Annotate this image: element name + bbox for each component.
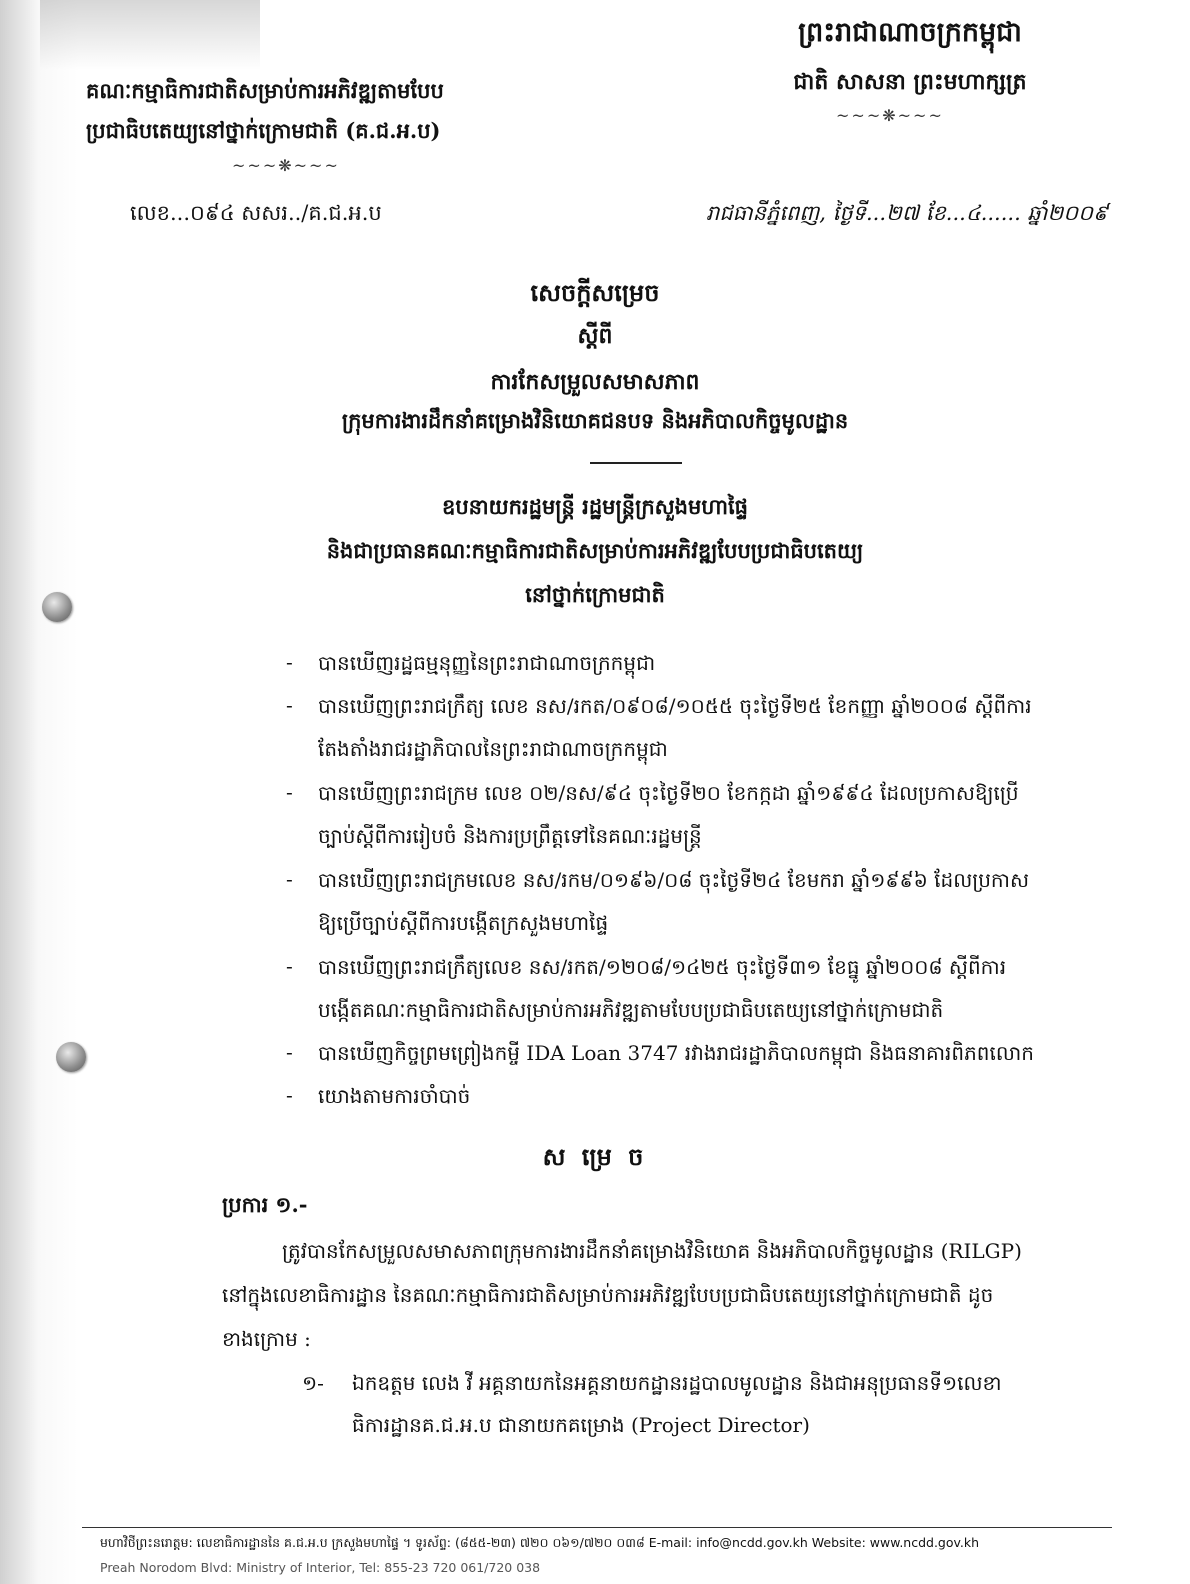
reference-number: លេខ...០៩៤ សសរ../គ.ជ.អ.ប: [130, 201, 382, 225]
footer-contact: មហាវិថីព្រះនរោត្តម: លេខាធិការដ្ឋាននៃ គ.ជ.អ.ប ក្រសួងមហាផ្ទៃ ។ ទូរស័ព្ទ: (៨៥៥-២៣) ៧២០ ០៦១/៧២០ ០៣៨ E-mail: info@ncdd.gov.kh Website: www.ncdd.gov.kh: [100, 1535, 980, 1550]
footer-contact-en: Preah Norodom Blvd: Ministry of Interior, Tel: 855-23 720 061/720 038: [100, 1560, 541, 1575]
committee-name-line1: គណៈកម្មាធិការជាតិសម្រាប់ការអភិវឌ្ឍតាមបែប: [86, 78, 444, 103]
article-1-heading: ប្រការ ១.-: [222, 1192, 308, 1217]
preamble-item: បានឃើញរដ្ឋធម្មនុញ្ញនៃព្រះរាជាណាចក្រកម្ពុជា: [318, 651, 656, 675]
preamble-item: បានឃើញព្រះរាជក្រម លេខ ០២/នស/៩៤ ចុះថ្ងៃទី២០ ខែកក្កដា ឆ្នាំ១៩៩៤ ដែលប្រកាសឱ្យប្រើ: [318, 781, 1019, 805]
authority-line1: ឧបនាយករដ្ឋមន្ត្រី រដ្ឋមន្ត្រីក្រសួងមហាផ្ទៃ: [441, 494, 748, 519]
preamble-item: បានឃើញព្រះរាជក្រឹត្យ លេខ នស/រកត/០៩០៨/១០៥៥ ចុះថ្ងៃទី២៥ ខែកញ្ញា ឆ្នាំ២០០៨ ស្តីពីការ: [318, 694, 1032, 718]
footer-divider: [82, 1527, 1112, 1528]
kingdom-title: ព្រះរាជាណាចក្រកម្ពុជា: [798, 17, 1022, 48]
article-1-paragraph-end: ខាងក្រោម :: [222, 1327, 311, 1351]
member-item-cont: ធិការដ្ឋានគ.ជ.អ.ប ជានាយកគម្រោង (Project Director): [352, 1413, 810, 1437]
scan-shadow-top: [40, 0, 260, 70]
decision-heading: ស ម្រេ ច: [542, 1142, 648, 1171]
punch-hole-bottom: [56, 1042, 86, 1072]
preamble-item: បានឃើញព្រះរាជក្រឹត្យលេខ នស/រកត/១២០៨/១៤២៥ ចុះថ្ងៃទី៣១ ខែធ្នូ ឆ្នាំ២០០៨ ស្តីពីការ: [318, 955, 1007, 979]
ornament-left: ~~~❋~~~: [232, 156, 340, 175]
title-divider: [590, 462, 682, 464]
ornament-right: ~~~❋~~~: [836, 106, 944, 125]
preamble-item-cont: ឱ្យប្រើច្បាប់ស្តីពីការបង្កើតក្រសួងមហាផ្ទៃ: [318, 911, 609, 935]
authority-line2: និងជាប្រធានគណៈកម្មាធិការជាតិសម្រាប់ការអភិវឌ្ឍបែបប្រជាធិបតេយ្យ: [326, 538, 864, 563]
national-motto: ជាតិ សាសនា ព្រះមហាក្សត្រ: [793, 69, 1027, 95]
authority-line3: នៅថ្នាក់ក្រោមជាតិ: [525, 582, 665, 607]
preamble-item: បានឃើញកិច្ចព្រមព្រៀងកម្ចី IDA Loan 3747 រវាងរាជរដ្ឋាភិបាលកម្ពុជា និងធនាគារពិភពលោក: [318, 1041, 1034, 1065]
place-and-date: រាជធានីភ្នំពេញ, ថ្ងៃទី...២៧ ខែ...៤...... ឆ្នាំ២០០៩: [706, 201, 1108, 225]
doc-title-on: ស្តីពី: [577, 323, 613, 349]
preamble-item-cont: តែងតាំងរាជរដ្ឋាភិបាលនៃព្រះរាជាណាចក្រកម្ពុជា: [318, 737, 668, 761]
preamble-item-cont: បង្កើតគណៈកម្មាធិការជាតិសម្រាប់ការអភិវឌ្ឍតាមបែបប្រជាធិបតេយ្យនៅថ្នាក់ក្រោមជាតិ: [318, 998, 944, 1022]
preamble-item: យោងតាមការចាំបាច់: [318, 1084, 471, 1108]
committee-name-line2: ប្រជាធិបតេយ្យនៅថ្នាក់ក្រោមជាតិ (គ.ជ.អ.ប): [86, 118, 441, 143]
scan-shadow-left: [0, 0, 78, 1584]
member-number: ១-: [302, 1371, 324, 1395]
preamble-item: បានឃើញព្រះរាជក្រមលេខ នស/រកម/០១៩៦/០៨ ចុះថ្ងៃទី២៤ ខែមករា ឆ្នាំ១៩៩៦ ដែលប្រកាស: [318, 868, 1029, 892]
article-1-paragraph-cont: នៅក្នុងលេខាធិការដ្ឋាន នៃគណៈកម្មាធិការជាតិសម្រាប់ការអភិវឌ្ឍបែបប្រជាធិបតេយ្យនៅថ្នាក់ក្រោមជាតិ ដូច: [222, 1283, 994, 1307]
doc-title-decision: សេចក្តីសម្រេច: [530, 278, 660, 307]
member-item: ឯកឧត្តម លេង វី អគ្គនាយកនៃអគ្គនាយកដ្ឋានរដ្ឋបាលមូលដ្ឋាន និងជាអនុប្រធានទី១លេខា: [352, 1371, 1002, 1395]
doc-title-subject: ការកែសម្រួលសមាសភាព: [490, 369, 700, 395]
preamble-item-cont: ច្បាប់ស្តីពីការរៀបចំ និងការប្រព្រឹត្តទៅនៃគណៈរដ្ឋមន្ត្រី: [318, 824, 702, 848]
article-1-paragraph: ត្រូវបានកែសម្រួលសមាសភាពក្រុមការងារដឹកនាំគម្រោងវិនិយោគ និងអភិបាលកិច្ចមូលដ្ឋាន (RILGP): [282, 1239, 1022, 1263]
doc-title-subject-detail: ក្រុមការងារដឹកនាំគម្រោងវិនិយោគជនបទ និងអភិបាលកិច្ចមូលដ្ឋាន: [341, 408, 849, 433]
